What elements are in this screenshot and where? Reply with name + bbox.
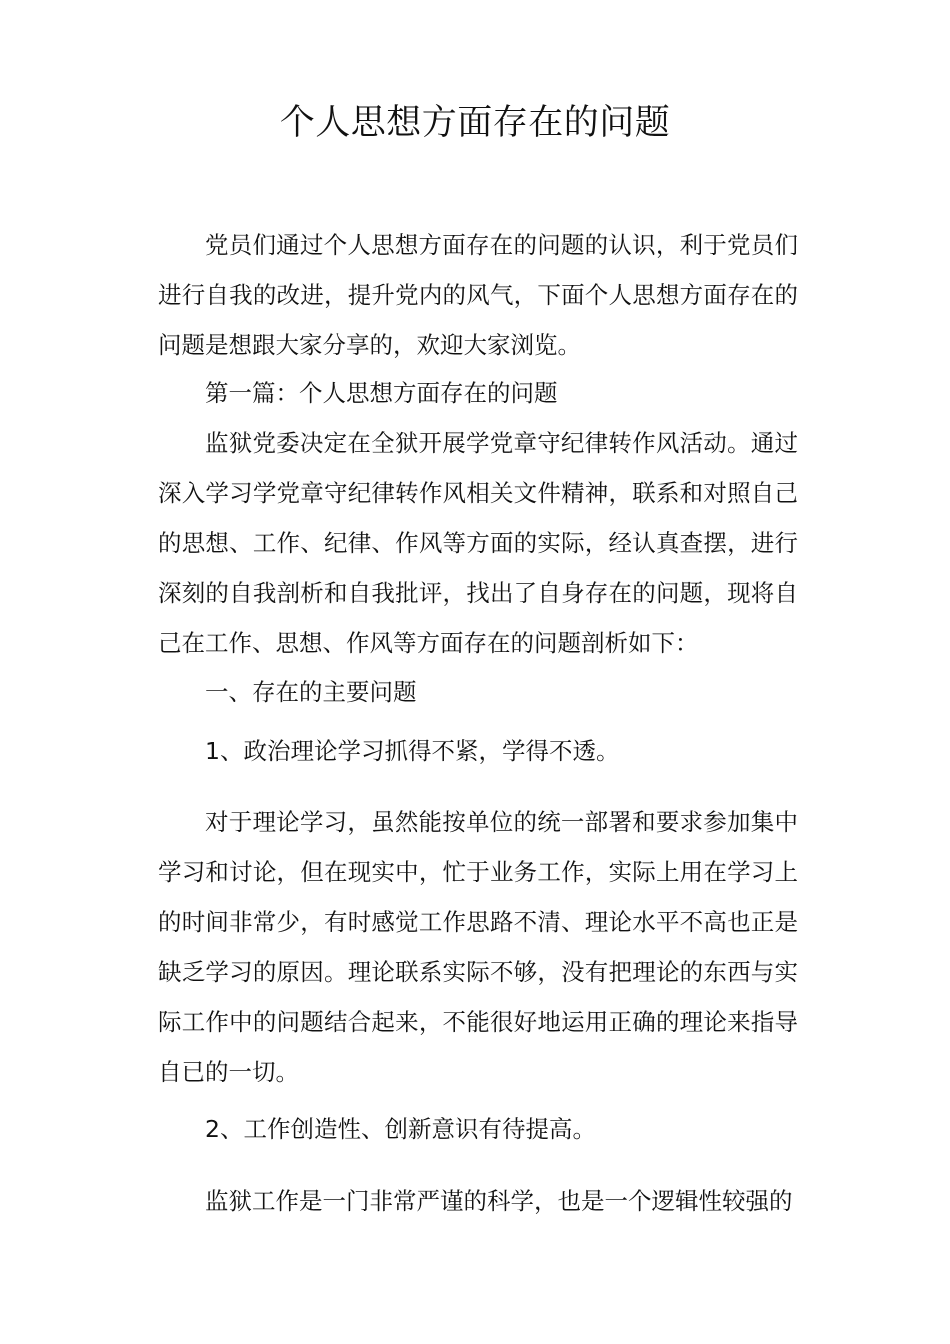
intro-paragraph: 党员们通过个人思想方面存在的问题的认识，利于党员们进行自我的改进，提升党内的风气，下面个人思想方面存在的问题是想跟大家分享的，欢迎大家浏览。 bbox=[158, 231, 798, 359]
page-title: 个人思想方面存在的问题 bbox=[279, 103, 671, 143]
section-heading-part-one: 第一篇：个人思想方面存在的问题 bbox=[205, 379, 558, 407]
problem-heading-1: 1、政治理论学习抓得不紧，学得不透。 bbox=[205, 737, 620, 765]
body-paragraph: 对于理论学习，虽然能按单位的统一部署和要求参加集中学习和讨论，但在现实中，忙于业务工作，实际上用在学习上的时间非常少，有时感觉工作思路不清、理论水平不高也正是缺乏学习的原因。理论联系实际不够，没有把理论的东西与实际工作中的问题结合起来，不能很好地运用正确的理论来指导自已的一切。 bbox=[158, 808, 798, 1086]
body-paragraph: 监狱党委决定在全狱开展学党章守纪律转作风活动。通过深入学习学党章守纪律转作风相关文件精神，联系和对照自己的思想、工作、纪律、作风等方面的实际，经认真查摆，进行深刻的自我剖析和自我批评，找出了自身存在的问题，现将自己在工作、思想、作风等方面存在的问题剖析如下： bbox=[158, 429, 798, 657]
section-heading-main-problems: 一、存在的主要问题 bbox=[205, 678, 417, 706]
problem-heading-2: 2、工作创造性、创新意识有待提高。 bbox=[205, 1115, 596, 1143]
body-paragraph: 监狱工作是一门非常严谨的科学，也是一个逻辑性较强的 bbox=[205, 1187, 793, 1215]
